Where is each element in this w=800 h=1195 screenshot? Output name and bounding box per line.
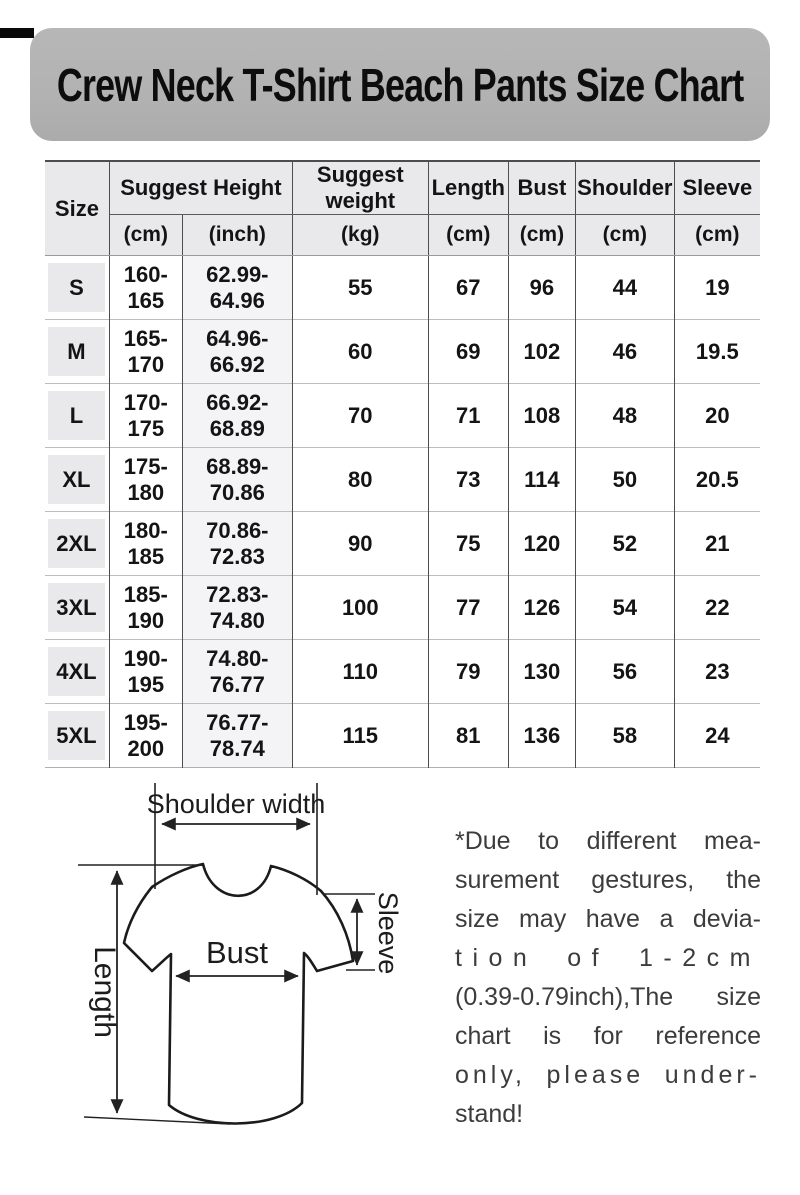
col-header-shoulder: Shoulder [576, 161, 675, 215]
bottom-section [0, 777, 800, 1177]
height-cm-cell: 180-185 [109, 512, 182, 576]
unit-sleeve-cm: (cm) [674, 215, 760, 256]
scan-artifact [0, 28, 34, 38]
weight-cell: 55 [292, 256, 428, 320]
shoulder-cell: 46 [576, 320, 675, 384]
size-cell [45, 320, 109, 384]
col-header-size: Size [45, 161, 109, 256]
length-cell: 81 [428, 704, 508, 768]
unit-length-cm: (cm) [428, 215, 508, 256]
shoulder-cell: 48 [576, 384, 675, 448]
weight-cell: 110 [292, 640, 428, 704]
tshirt-diagram-svg [40, 777, 440, 1177]
sleeve-cell: 19.5 [674, 320, 760, 384]
tshirt-outline [124, 864, 353, 1124]
size-label: M [48, 327, 105, 376]
unit-weight-kg: (kg) [292, 215, 428, 256]
page-title: Crew Neck T-Shirt Beach Pants Size Chart [56, 58, 744, 111]
size-cell [45, 384, 109, 448]
shoulder-cell: 52 [576, 512, 675, 576]
size-cell [45, 448, 109, 512]
height-inch-cell: 74.80-76.77 [182, 640, 292, 704]
bust-cell: 96 [508, 256, 575, 320]
sleeve-label: Sleeve [373, 891, 403, 975]
height-cm-cell: 160-165 [109, 256, 182, 320]
length-cell: 77 [428, 576, 508, 640]
note-line: size may have a devia- [455, 905, 761, 933]
weight-cell: 100 [292, 576, 428, 640]
size-label: 3XL [48, 583, 105, 632]
size-label: 4XL [48, 647, 105, 696]
size-label: 5XL [48, 711, 105, 760]
table-row [45, 448, 760, 512]
size-cell [45, 640, 109, 704]
table-row [45, 576, 760, 640]
unit-height-cm: (cm) [109, 215, 182, 256]
bust-cell: 102 [508, 320, 575, 384]
size-cell [45, 704, 109, 768]
unit-shoulder-cm: (cm) [576, 215, 675, 256]
tshirt-measurement-diagram [40, 777, 440, 1177]
sleeve-cell: 23 [674, 640, 760, 704]
length-cell: 67 [428, 256, 508, 320]
height-cm-cell: 190-195 [109, 640, 182, 704]
bust-cell: 136 [508, 704, 575, 768]
height-cm-cell: 165-170 [109, 320, 182, 384]
size-label: L [48, 391, 105, 440]
note-line: (0.39-0.79inch),The size [455, 983, 761, 1011]
table-row [45, 256, 760, 320]
length-cell: 71 [428, 384, 508, 448]
size-label: S [48, 263, 105, 312]
height-cm-cell: 175-180 [109, 448, 182, 512]
table-row [45, 384, 760, 448]
note-line: surement gestures, the [455, 866, 761, 894]
height-inch-cell: 76.77-78.74 [182, 704, 292, 768]
col-header-sleeve: Sleeve [674, 161, 760, 215]
unit-height-inch: (inch) [182, 215, 292, 256]
title-banner [30, 28, 770, 141]
height-inch-cell: 62.99-64.96 [182, 256, 292, 320]
weight-cell: 90 [292, 512, 428, 576]
shoulder-cell: 50 [576, 448, 675, 512]
bust-cell: 120 [508, 512, 575, 576]
weight-cell: 60 [292, 320, 428, 384]
height-inch-cell: 72.83-74.80 [182, 576, 292, 640]
note-line: stand! [455, 1100, 524, 1128]
col-header-suggest-weight: Suggest weight [292, 161, 428, 215]
weight-cell: 115 [292, 704, 428, 768]
table-row [45, 640, 760, 704]
height-cm-cell: 195-200 [109, 704, 182, 768]
note-line: only, please under- [455, 1061, 761, 1089]
size-cell [45, 576, 109, 640]
col-header-length: Length [428, 161, 508, 215]
sleeve-cell: 19 [705, 274, 730, 300]
shoulder-width-label: Shoulder width [146, 789, 326, 819]
sleeve-cell: 20 [674, 384, 760, 448]
height-cm-cell: 185-190 [109, 576, 182, 640]
length-cell: 75 [428, 512, 508, 576]
size-chart-table [45, 160, 760, 768]
note-line: tion of 1-2cm [455, 944, 761, 972]
note-line: chart is for reference [455, 1022, 761, 1050]
height-inch-cell: 66.92-68.89 [182, 384, 292, 448]
shoulder-cell: 44 [576, 256, 675, 320]
shoulder-cell: 56 [576, 640, 675, 704]
height-inch-cell: 68.89-70.86 [182, 448, 292, 512]
col-header-bust: Bust [508, 161, 575, 215]
col-header-suggest-height: Suggest Height [109, 161, 292, 215]
sleeve-cell: 21 [674, 512, 760, 576]
bust-cell: 108 [508, 384, 575, 448]
length-cell: 69 [428, 320, 508, 384]
bust-cell: 130 [508, 640, 575, 704]
height-cm-cell: 170-175 [109, 384, 182, 448]
table-row [45, 512, 760, 576]
height-inch-cell: 70.86-72.83 [182, 512, 292, 576]
bust-label: Bust [205, 935, 269, 970]
sleeve-cell: 22 [674, 576, 760, 640]
bust-cell: 126 [508, 576, 575, 640]
sleeve-cell: 20.5 [674, 448, 760, 512]
size-label: 2XL [48, 519, 105, 568]
table-row [45, 320, 760, 384]
bust-cell: 114 [508, 448, 575, 512]
length-label: Length [88, 946, 121, 1038]
length-cell: 73 [428, 448, 508, 512]
weight-cell: 80 [292, 448, 428, 512]
unit-bust-cm: (cm) [508, 215, 575, 256]
sleeve-cell: 24 [674, 704, 760, 768]
disclaimer-note [455, 777, 761, 1177]
shoulder-cell: 54 [576, 576, 675, 640]
size-label: XL [48, 455, 105, 504]
length-cell: 79 [428, 640, 508, 704]
shoulder-cell: 58 [576, 704, 675, 768]
size-cell [45, 512, 109, 576]
table-row [45, 704, 760, 768]
height-inch-cell: 64.96-66.92 [182, 320, 292, 384]
size-cell [45, 256, 109, 320]
note-line: *Due to different mea- [455, 827, 761, 855]
weight-cell: 70 [292, 384, 428, 448]
